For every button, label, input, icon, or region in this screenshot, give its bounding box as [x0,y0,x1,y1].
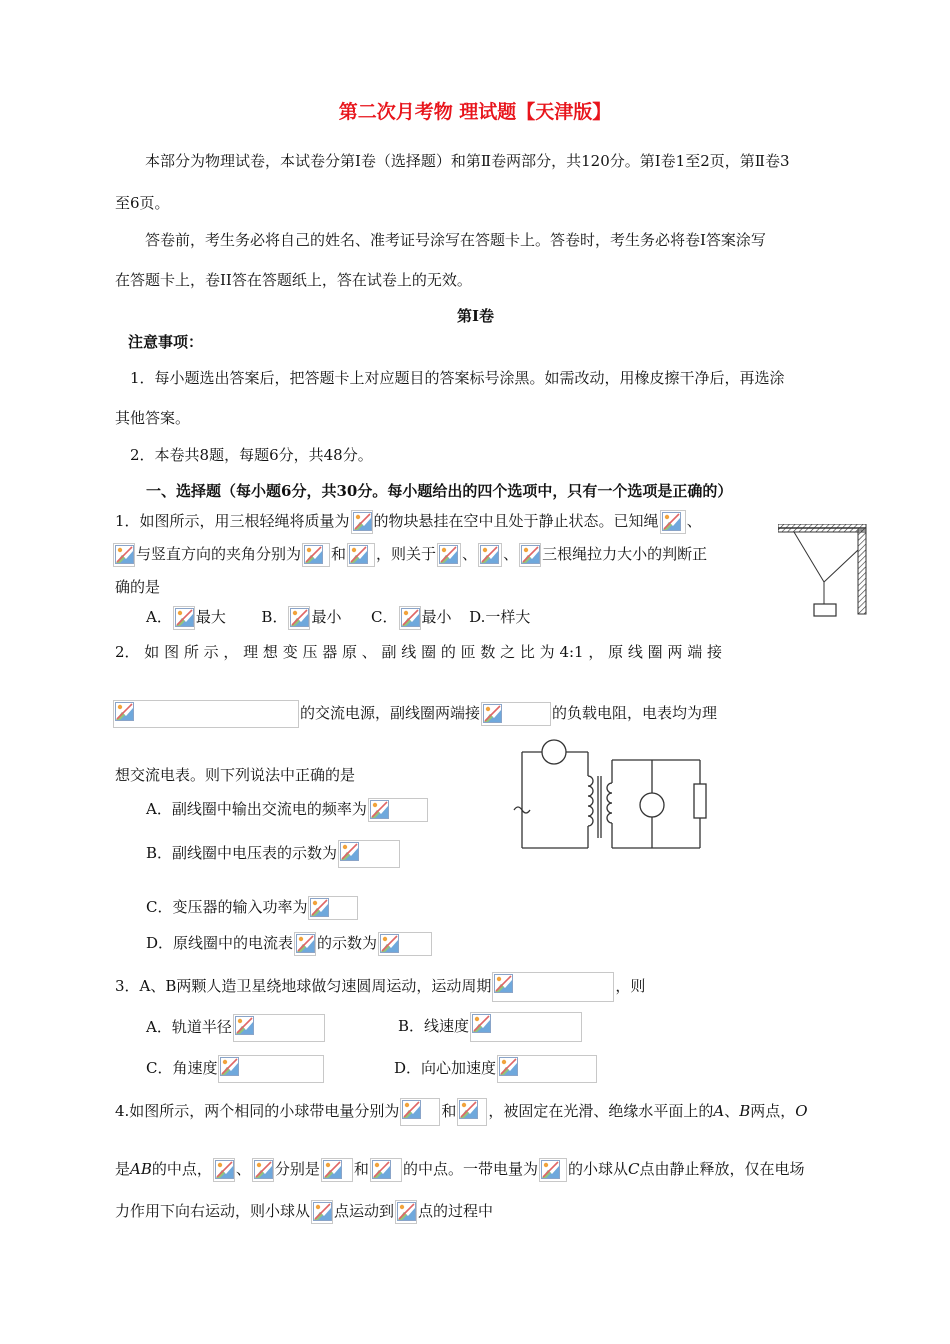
formula-image [113,700,299,728]
formula-image [481,702,551,726]
q2-option-a: A．副线圈中输出交流电的频率为 [146,798,429,822]
broken-image-icon [323,1160,342,1179]
formula-image [113,543,135,567]
q2-option-c: C．变压器的输入功率为 [146,896,359,920]
broken-image-icon [310,898,329,917]
formula-image [539,1158,567,1182]
broken-image-icon [662,512,681,531]
note-1-line1: 1．每小题选出答案后，把答题卡上对应题目的答案标号涂黑。如需改动，用橡皮擦干净后，再选涂 [130,369,785,387]
block [814,604,836,616]
ceiling-hatch [778,524,866,532]
q4-line1: 4.如图所示，两个相同的小球带电量分别为 和 ，被固定在光滑、绝缘水平面上的A、B两点，O [115,1098,808,1126]
formula-image [338,840,400,868]
q2-option-d: D．原线圈中的电流表 的示数为 [146,932,433,956]
broken-image-icon [521,545,540,564]
q3-option-d: D．向心加速度 [394,1055,598,1083]
broken-image-icon [296,934,315,953]
formula-image [400,1098,440,1126]
formula-image [252,1158,274,1182]
broken-image-icon [353,512,372,531]
formula-image [294,932,316,956]
formula-image [302,543,330,567]
formula-image [378,932,432,956]
formula-image [321,1158,353,1182]
page-title: 第二次月考物 理试题【天津版】 [338,101,612,123]
q2-transformer-diagram [508,738,728,856]
formula-image [213,1158,235,1182]
voltmeter-icon [640,793,664,817]
q2-line3: 想交流电表。则下列说法中正确的是 [115,766,356,784]
broken-image-icon [175,608,194,627]
intro-p1-line2: 至6页。 [115,194,170,212]
q1-options: A． 最大 B． 最小 C． 最小 D.一样大 [146,606,530,630]
intro-p2-line1: 答卷前，考生务必将自己的姓名、准考证号涂写在答题卡上。答卷时，考生务必将卷Ⅰ答案涂写 [145,231,766,249]
broken-image-icon [499,1057,518,1076]
broken-image-icon [402,1100,421,1119]
broken-image-icon [313,1202,332,1221]
rope-2 [824,550,858,582]
broken-image-icon [290,608,309,627]
formula-image [492,972,614,1002]
formula-image [395,1200,417,1224]
primary-coil [588,776,593,826]
q1-line3: 确的是 [115,578,161,596]
formula-image [308,896,358,920]
broken-image-icon [235,1016,254,1035]
q1-line1: 1．如图所示，用三根轻绳将质量为 的物块悬挂在空中且处于静止状态。已知绳 、 [115,510,702,534]
q4-line2: 是AB的中点， 、 分别是 和 的中点。一带电量为 的小球从C点由静止释放，仅在电场 [115,1158,804,1182]
formula-image [347,543,375,567]
q2-line1: 2． 如 图 所 示 ， 理 想 变 压 器 原 、 副 线 圈 的 匝 数 之 比 为 4:1 ， 原 线 圈 两 端 接 [115,643,722,661]
formula-image [660,510,686,534]
broken-image-icon [494,974,513,993]
section-heading: 第Ⅰ卷 [457,307,495,325]
wall [858,530,866,614]
formula-image [288,606,310,630]
formula-image [470,1012,582,1042]
q4-line3: 力作用下向右运动，则小球从 点运动到 点的过程中 [115,1200,493,1224]
broken-image-icon [380,934,399,953]
broken-image-icon [372,1160,391,1179]
ammeter-icon [542,740,566,764]
formula-image [457,1098,487,1126]
formula-image [478,543,502,567]
broken-image-icon [483,704,502,723]
formula-image [218,1055,324,1083]
broken-image-icon [115,545,134,564]
q1-rope-diagram [778,524,878,620]
secondary-coil [607,783,612,823]
formula-image [351,510,373,534]
formula-image [173,606,195,630]
broken-image-icon [304,545,323,564]
q3-option-a: A．轨道半径 [146,1014,326,1042]
q3-option-c: C．角速度 [146,1055,325,1083]
formula-image [368,798,428,822]
broken-image-icon [220,1057,239,1076]
broken-image-icon [349,545,368,564]
broken-image-icon [439,545,458,564]
broken-image-icon [254,1160,273,1179]
intro-p1-line1: 本部分为物理试卷，本试卷分第Ⅰ卷（选择题）和第Ⅱ卷两部分，共120分。第Ⅰ卷1至2页，第Ⅱ卷3 [145,152,790,170]
broken-image-icon [215,1160,234,1179]
q3-option-b: B．线速度 [398,1012,583,1042]
q3-line1: 3．A、B两颗人造卫星绕地球做匀速圆周运动，运动周期 ，则 [115,972,645,1002]
broken-image-icon [480,545,499,564]
note-1-line2: 其他答案。 [115,409,191,427]
broken-image-icon [459,1100,478,1119]
q2-line2: 的交流电源，副线圈两端接 的负载电阻，电表均为理 [112,700,717,728]
formula-image [311,1200,333,1224]
intro-p2-line2: 在答题卡上，卷II答在答题纸上，答在试卷上的无效。 [115,271,472,289]
formula-image [370,1158,402,1182]
broken-image-icon [397,1202,416,1221]
broken-image-icon [401,608,420,627]
rope-1 [794,532,824,582]
part-heading: 一、选择题（每小题6分，共30分。每小题给出的四个选项中，只有一个选项是正确的） [146,482,733,500]
formula-image [437,543,461,567]
q1-line2: 与竖直方向的夹角分别为 和 ，则关于 、 、 三根绳拉力大小的判断正 [112,543,707,567]
q2-option-b: B．副线圈中电压表的示数为 [146,840,401,868]
formula-image [497,1055,597,1083]
formula-image [233,1014,325,1042]
resistor [694,784,706,818]
broken-image-icon [472,1014,491,1033]
broken-image-icon [115,702,134,721]
notes-heading: 注意事项： [128,333,204,351]
formula-image [519,543,541,567]
broken-image-icon [340,842,359,861]
note-2: 2．本卷共8题，每题6分，共48分。 [130,446,373,464]
formula-image [399,606,421,630]
broken-image-icon [370,800,389,819]
broken-image-icon [541,1160,560,1179]
